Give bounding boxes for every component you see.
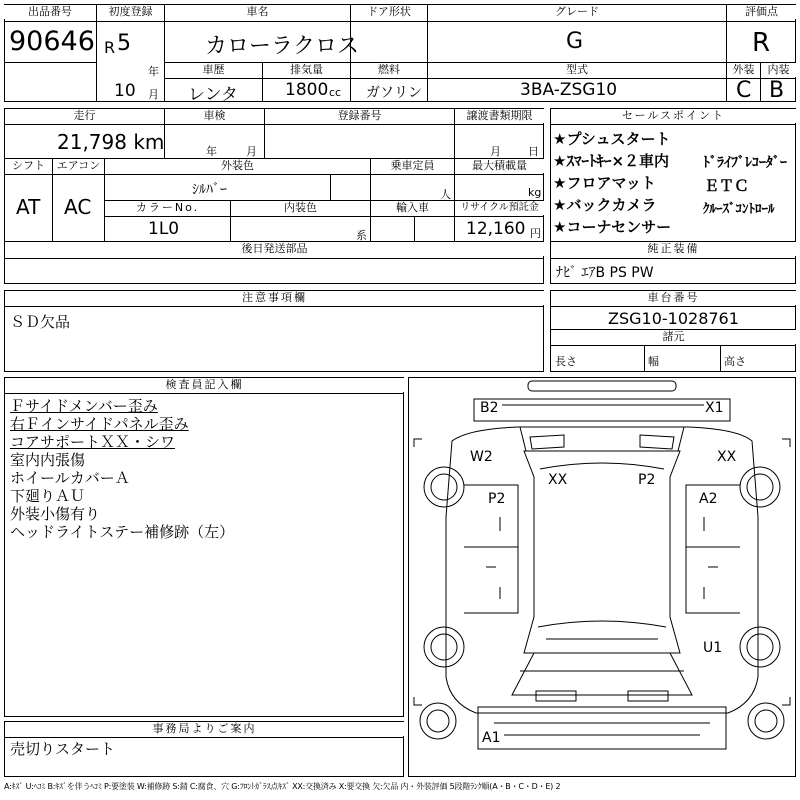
exterior-grade: C [736,78,752,103]
inspection-month-unit: 月 [246,145,257,158]
car-name: カローラクロス [205,34,360,59]
car-diagram [408,377,796,777]
fuel-label: 燃料 [351,63,427,77]
mark-a2: A2 [699,491,718,507]
reg-year-unit: 年 [148,65,159,78]
mark-x1: X1 [705,400,724,416]
reg-month: 10 [114,81,136,101]
height-label: 高さ [724,355,746,368]
inspector-line: 右Ｆインサイドパネル歪み [10,415,189,433]
notes: ＳＤ欠品 [10,313,71,331]
inspection-label: 車検 [165,109,264,123]
ac-label: エアコン [53,159,104,173]
sales-point-right: ＥＴＣ [704,177,750,195]
office-note: 売切りスタート [10,740,116,758]
inspector-line: コアサポートＸＸ・シワ [10,433,176,451]
interior-grade: B [769,78,785,103]
specs-label: 諸元 [551,330,796,344]
mileage-label: 走行 [5,109,164,123]
interior-color-label: 内装色 [231,201,370,215]
mark-a1: A1 [482,730,501,746]
inspector-line: 室内内張傷 [10,451,86,469]
capacity-unit: 人 [440,188,451,201]
model-code: 3BA-ZSG10 [520,80,618,100]
door-label: ドア形状 [351,5,427,19]
grade: G [566,29,584,54]
ac: AC [64,195,92,219]
recycle-fee: 12,160 [466,219,526,239]
registration-no-label: 登録番号 [265,109,454,123]
car-name-label: 車名 [165,5,350,19]
displacement: 1800 [285,80,329,100]
transfer-day-unit: 日 [528,145,539,158]
mark-b2: B2 [480,400,499,416]
recycle-unit: 円 [530,227,541,240]
sales-point: ★ｽﾏｰﾄｷｰ×２車内 [553,152,670,170]
grade-label: グレード [428,5,726,19]
import-label: 輸入車 [371,201,454,215]
score-label: 評価点 [727,5,796,19]
mark-xx-roof: XX [548,472,568,488]
sales-point-right: ｸﾙｰｽﾞｺﾝﾄﾛｰﾙ [703,202,775,217]
color-no-label: カラーNo. [105,201,230,215]
mark-xx-right: XX [717,449,737,465]
recycle-label: リサイクル預託金 [455,201,544,215]
first-registration-label: 初度登録 [97,5,164,19]
transfer-month-unit: 月 [490,145,501,158]
color-no: 1L0 [148,219,180,239]
later-parts-label: 後日発送部品 [5,242,544,256]
inspector-line: Ｆサイドメンバー歪み [10,397,158,415]
equipment-label: 純正装備 [551,242,796,256]
lot-number: 90646 [9,26,95,57]
office-label: 事務局よりご案内 [5,722,404,736]
reg-month-unit: 月 [148,88,159,101]
score: R [752,28,771,58]
notes-label: 注意事項欄 [5,291,544,305]
inspector-label: 検査員記入欄 [5,378,404,392]
exterior-grade-label: 外装 [727,63,760,77]
sales-points-list [553,128,671,238]
capacity-label: 乗車定員 [371,159,454,173]
shift: AT [16,195,41,219]
model-label: 型式 [428,63,726,77]
reg-year: 5 [117,31,131,56]
sales-point: ★コーナセンサー [553,218,672,236]
mileage: 21,798 km [57,130,165,154]
interior-color-unit: 系 [356,229,367,242]
max-load-label: 最大積載量 [455,159,544,173]
inspector-notes [10,395,234,539]
sales-point-right: ﾄﾞﾗｲﾌﾞﾚｺｰﾀﾞｰ [703,155,787,171]
mark-p2-roof: P2 [638,472,656,488]
inspection-year-unit: 年 [206,145,217,158]
sales-points-label: セールスポイント [551,109,796,123]
history: レンタ [188,85,238,105]
legend: A:ｷｽﾞ U:ﾍｺﾐ B:ｷｽﾞを伴うﾍｺﾐ P:要塗装 W:補修跡 S:錆 C:腐食、穴 G:ﾌﾛﾝﾄｶﾞﾗｽ点ｷｽﾞ XX:交換済み X:要交換 欠:欠品 内・外装評価 5段階ﾗﾝｸ順(A・B・C・D・E) 2 [4,782,561,791]
mark-p2-left: P2 [488,491,506,507]
sales-point: ★バックカメラ [553,196,657,214]
lot-label: 出品番号 [4,5,96,19]
mark-w2: W2 [470,449,493,465]
sales-point: ★プシュスタート [553,130,671,148]
era: R [104,38,116,57]
shift-label: シフト [5,159,52,173]
width-label: 幅 [648,355,659,368]
chassis-label: 車台番号 [551,291,796,305]
displacement-label: 排気量 [263,63,350,77]
chassis-number: ZSG10-1028761 [608,309,739,328]
exterior-color: ｼﾙﾊﾞｰ [192,182,227,198]
fuel: ガソリン [366,85,422,101]
equipment: ﾅﾋﾞ ｴｱB PS PW [556,265,654,281]
transfer-deadline-label: 譲渡書類期限 [455,109,544,123]
length-label: 長さ [555,355,577,368]
exterior-color-label: 外装色 [105,159,370,173]
inspector-line: 下廻りＡＵ [10,487,86,505]
displacement-unit: cc [329,86,342,99]
inspector-line: ヘッドライトステー補修跡（左） [10,523,235,541]
inspector-line: ホイールカバーＡ [10,469,130,487]
inspector-line: 外装小傷有り [10,505,101,523]
max-load-unit: kg [528,186,542,199]
mark-u1: U1 [703,640,723,656]
interior-grade-label: 内装 [761,63,796,77]
history-label: 車歴 [165,63,262,77]
sales-point: ★フロアマット [553,174,656,192]
